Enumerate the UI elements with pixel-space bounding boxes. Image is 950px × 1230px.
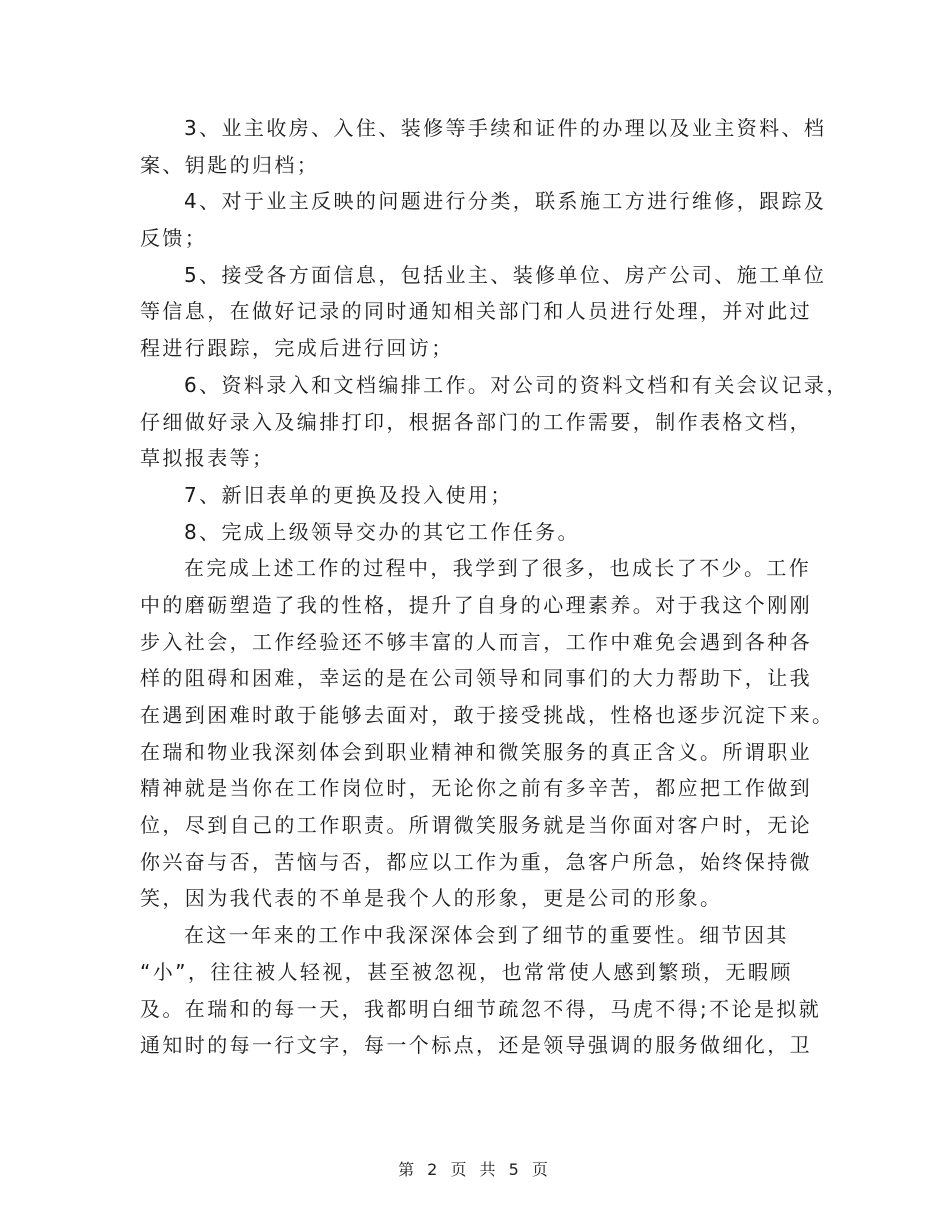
text-line: 4、对于业主反映的问题进行分类，联系施工方进行维修，跟踪及 [184,189,827,214]
text-line: 位，尽到自己的工作职责。所谓微笑服务就是当你面对客户时，无论 [140,813,812,838]
text-line: 及。在瑞和的每一天，我都明白细节疏忽不得，马虎不得;不论是拟就 [140,996,822,1021]
text-line: 中的磨砺塑造了我的性格，提升了自身的心理素养。对于我这个刚刚 [140,592,812,617]
text-line: “小”，往往被人轻视，甚至被忽视，也常常使人感到繁琐，无暇顾 [140,959,793,984]
text-line: 通知时的每一行文字，每一个标点，还是领导强调的服务做细化，卫 [140,1033,812,1058]
text-line: 5、接受各方面信息，包括业主、装修单位、房产公司、施工单位 [184,262,827,287]
text-line: 步入社会，工作经验还不够丰富的人而言，工作中难免会遇到各种各 [140,629,812,654]
text-line: 6、资料录入和文档编排工作。对公司的资料文档和有关会议记录， [184,372,849,397]
text-line: 程进行跟踪，完成后进行回访； [140,336,454,361]
text-line: 草拟报表等； [140,446,275,471]
text-line: 7、新旧表单的更换及投入使用； [184,482,513,507]
text-line: 样的阻碍和困难，幸运的是在公司领导和同事们的大力帮助下，让我 [140,666,812,691]
text-line: 你兴奋与否，苦恼与否，都应以工作为重，急客户所急，始终保持微 [140,849,812,874]
text-line: 8、完成上级领导交办的其它工作任务。 [184,519,580,544]
text-line: 3、业主收房、入住、装修等手续和证件的办理以及业主资料、档 [184,116,827,140]
text-line: 在完成上述工作的过程中，我学到了很多，也成长了不少。工作 [184,556,812,581]
text-line: 精神就是当你在工作岗位时，无论你之前有多辛苦，都应把工作做到 [140,776,812,801]
text-line: 在遇到困难时敢于能够去面对，敢于接受挑战，性格也逐步沉淀下来。 [140,703,835,727]
page-number-footer: 第 2 页 共 5 页 [398,1160,552,1179]
text-line: 在这一年来的工作中我深深体会到了细节的重要性。细节因其 [184,923,789,948]
text-line: 仔细做好录入及编排打印，根据各部门的工作需要，制作表格文档， [140,409,812,434]
text-line: 在瑞和物业我深刻体会到职业精神和微笑服务的真正含义。所谓职业 [140,739,812,764]
text-line: 案、钥匙的归档； [140,152,320,177]
document-body [140,110,849,1064]
text-line: 等信息，在做好记录的同时通知相关部门和人员进行处理，并对此过 [140,299,812,324]
text-line: 笑，因为我代表的不单是我个人的形象，更是公司的形象。 [140,886,723,911]
text-line: 反馈； [140,226,208,251]
